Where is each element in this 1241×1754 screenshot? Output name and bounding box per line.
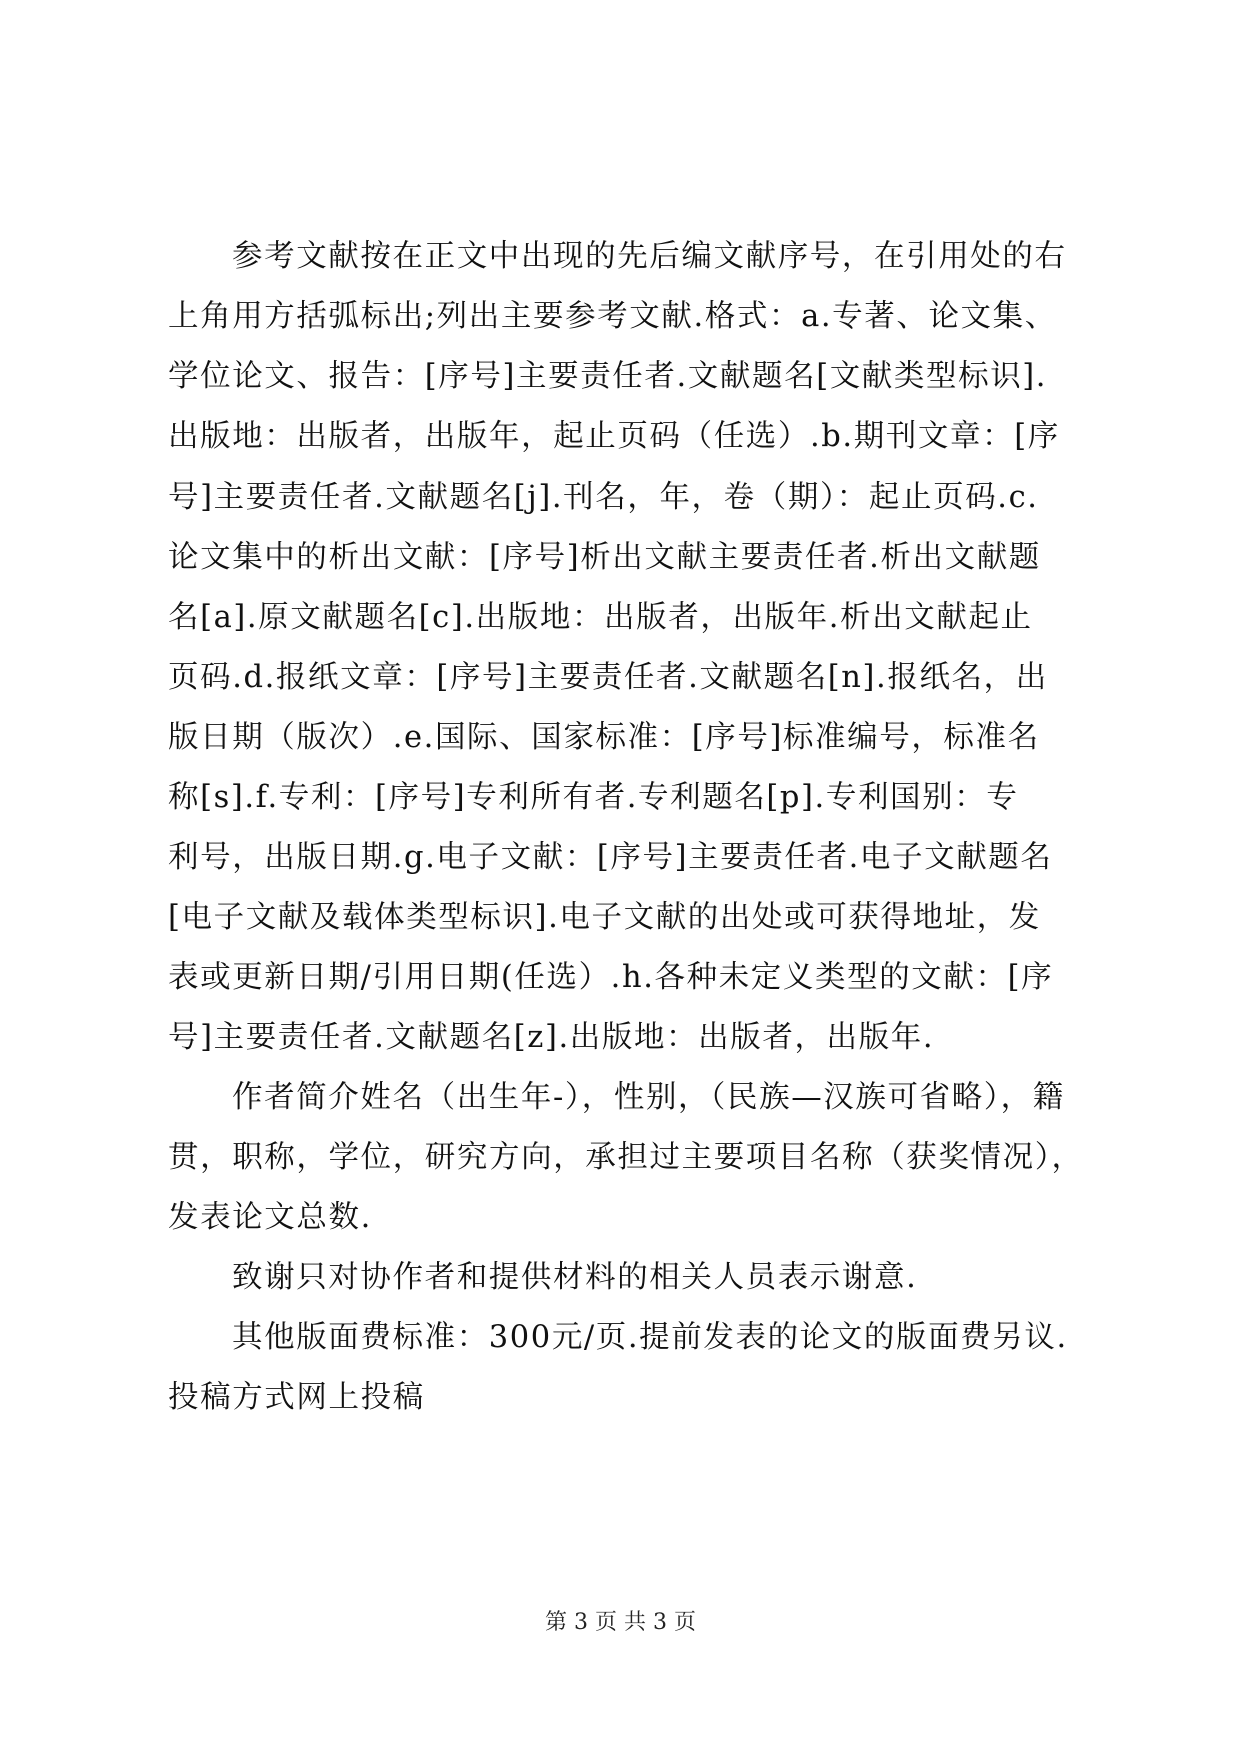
text-line: 号]主要责任者.文献题名[z].出版地：出版者，出版年. — [168, 1020, 935, 1055]
text-line: [电子文献及载体类型标识].电子文献的出处或可获得地址，发 — [168, 900, 1041, 935]
text-line: 表或更新日期/引用日期(任选）.h.各种未定义类型的文献：[序 — [168, 960, 1054, 995]
text-line: 版日期（版次）.e.国际、国家标准：[序号]标准编号，标准名 — [168, 720, 1040, 755]
text-line: 投稿方式网上投稿 — [168, 1380, 425, 1415]
text-line: 参考文献按在正文中出现的先后编文献序号，在引用处的右 — [232, 239, 1067, 274]
text-line: 发表论文总数. — [168, 1200, 372, 1235]
text-line: 利号，出版日期.g.电子文献：[序号]主要责任者.电子文献题名 — [168, 840, 1053, 875]
text-line: 号]主要责任者.文献题名[j].刊名，年，卷（期）：起止页码.c. — [168, 480, 1039, 515]
text-line: 致谢只对协作者和提供材料的相关人员表示谢意. — [232, 1260, 918, 1295]
page-footer: 第 3 页 共 3 页 — [545, 1610, 696, 1635]
text-line: 上角用方括弧标出;列出主要参考文献.格式：a.专著、论文集、 — [168, 299, 1057, 334]
text-line: 论文集中的析出文献：[序号]析出文献主要责任者.析出文献题 — [168, 540, 1041, 575]
text-line: 其他版面费标准：300元/页.提前发表的论文的版面费另议. — [232, 1320, 1068, 1355]
text-line: 页码.d.报纸文章：[序号]主要责任者.文献题名[n].报纸名，出 — [168, 660, 1048, 695]
text-line: 学位论文、报告：[序号]主要责任者.文献题名[文献类型标识]. — [168, 359, 1048, 394]
text-line: 出版地：出版者，出版年，起止页码（任选）.b.期刊文章：[序 — [168, 419, 1060, 454]
text-line: 作者简介姓名（出生年-），性别，（民族—汉族可省略），籍 — [232, 1080, 1065, 1115]
text-line: 名[a].原文献题名[c].出版地：出版者，出版年.析出文献起止 — [168, 600, 1033, 635]
text-line: 贯，职称，学位，研究方向，承担过主要项目名称（获奖情况）， — [168, 1140, 1084, 1175]
text-line: 称[s].f.专利：[序号]专利所有者.专利题名[p].专利国别：专 — [168, 780, 1019, 815]
